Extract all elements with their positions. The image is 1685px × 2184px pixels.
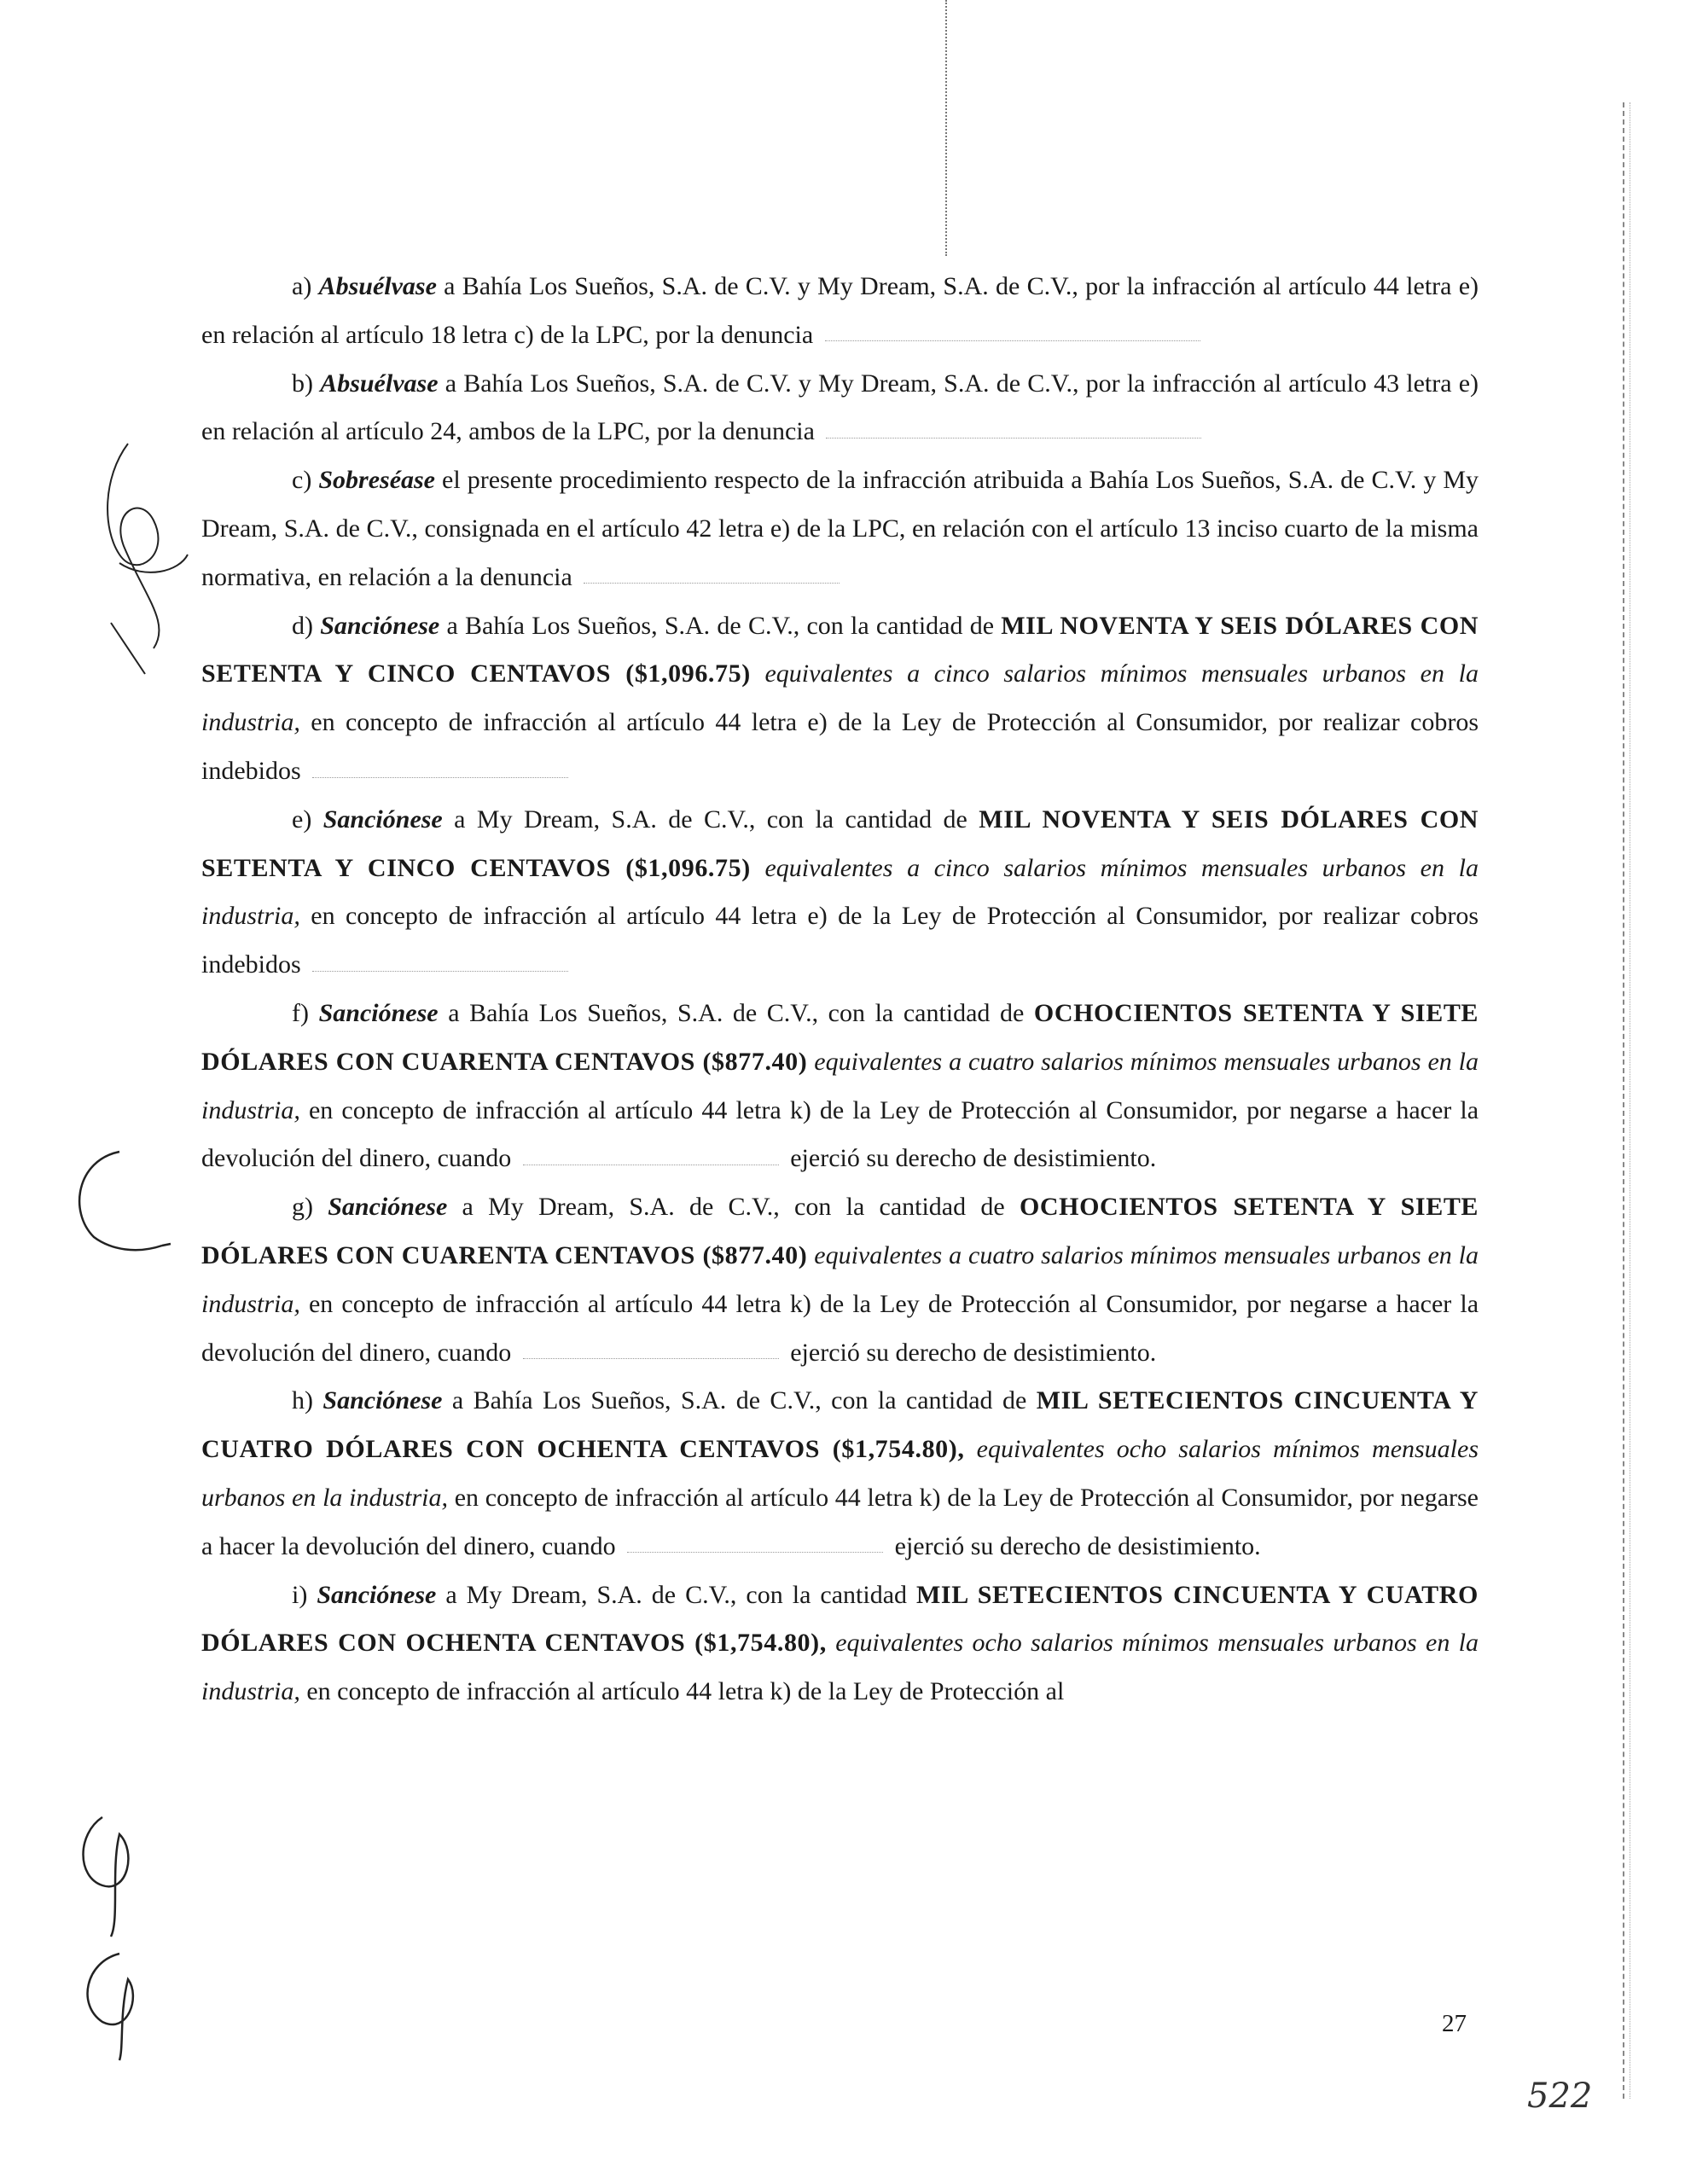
item-text-tail: en concepto de infracción al artículo 44 letra k) de la Ley de Protección al Consumidor, por negarse a hacer la devolución del dinero, cuando bbox=[201, 1095, 1479, 1173]
resolution-body bbox=[201, 263, 1479, 1716]
handwritten-folio-number: 522 bbox=[1527, 2077, 1593, 2116]
redacted-name bbox=[627, 1543, 883, 1553]
signature-mark-middle bbox=[60, 1143, 179, 1263]
fine-equivalence: equivalentes a cuatro salarios mínimos mensuales urbanos en la industria, bbox=[201, 1047, 1479, 1124]
paragraph-b bbox=[201, 360, 1479, 457]
fine-equivalence: equivalentes a cinco salarios mínimos mensuales urbanos en la industria, bbox=[201, 659, 1479, 737]
signature-mark-bottom bbox=[68, 1800, 162, 2073]
item-text: a My Dream, S.A. de C.V., con la cantidad bbox=[445, 1580, 908, 1609]
item-label: a) bbox=[292, 272, 312, 300]
item-keyword: Sanciónese bbox=[317, 1580, 437, 1609]
item-text: a Bahía Los Sueños, S.A. de C.V., con la cantidad de bbox=[451, 1386, 1027, 1415]
fine-amount: OCHOCIENTOS SETENTA Y SIETE DÓLARES CON CUARENTA CENTAVOS ($877.40) bbox=[201, 998, 1479, 1076]
paragraph-a bbox=[201, 263, 1479, 360]
item-text: a Bahía Los Sueños, S.A. de C.V. y My Dream, S.A. de C.V., por la infracción al artículo 43 letra e) en relación al artículo 24, ambos de la LPC, por la denuncia bbox=[201, 369, 1479, 446]
paragraph-f bbox=[201, 990, 1479, 1183]
redacted-name bbox=[523, 1156, 779, 1165]
item-text-tail: en concepto de infracción al artículo 44 letra e) de la Ley de Protección al Consumidor, por realizar cobros indebidos bbox=[201, 902, 1479, 979]
redacted-name bbox=[312, 769, 568, 778]
paragraph-g bbox=[201, 1183, 1479, 1377]
redacted-name bbox=[584, 574, 840, 584]
item-text: a Bahía Los Sueños, S.A. de C.V., con la cantidad de bbox=[448, 998, 1025, 1027]
item-keyword: Absuélvase bbox=[318, 272, 437, 300]
item-text: el presente procedimiento respecto de la infracción atribuida a Bahía Los Sueños, S.A. de C.V. y My Dream, S.A. de C.V., consignada en el artículo 42 letra e) de la LPC, en relación con el artículo 13 inciso cuarto de la misma normativa, en relación a la denuncia bbox=[201, 466, 1479, 591]
item-keyword: Sanciónese bbox=[322, 1386, 443, 1415]
item-text-after: ejerció su derecho de desistimiento. bbox=[790, 1338, 1157, 1367]
item-keyword: Sanciónese bbox=[318, 998, 439, 1027]
item-label: h) bbox=[292, 1386, 313, 1415]
item-text: a Bahía Los Sueños, S.A. de C.V., con la cantidad de bbox=[446, 611, 995, 640]
item-text-after: ejerció su derecho de desistimiento. bbox=[790, 1144, 1157, 1173]
item-text-after: ejerció su derecho de desistimiento. bbox=[894, 1531, 1261, 1560]
page-edge-artifact bbox=[1623, 102, 1630, 2099]
fine-amount: OCHOCIENTOS SETENTA Y SIETE DÓLARES CON CUARENTA CENTAVOS ($877.40) bbox=[201, 1193, 1479, 1269]
scan-artifact-line bbox=[945, 0, 947, 256]
redacted-name bbox=[312, 962, 568, 972]
redacted-name bbox=[826, 429, 1201, 439]
paragraph-e bbox=[201, 796, 1479, 990]
signature-mark-top bbox=[94, 427, 196, 700]
redacted-name bbox=[825, 332, 1200, 341]
item-text: a My Dream, S.A. de C.V., con la cantidad de bbox=[462, 1193, 1005, 1222]
page-number: 27 bbox=[1442, 2010, 1467, 2037]
paragraph-c bbox=[201, 456, 1479, 601]
paragraph-d bbox=[201, 602, 1479, 796]
item-label: e) bbox=[292, 804, 312, 834]
fine-amount: MIL NOVENTA Y SEIS DÓLARES CON SETENTA Y CINCO CENTAVOS ($1,096.75) bbox=[201, 804, 1479, 882]
item-keyword: Sobreséase bbox=[318, 466, 435, 495]
item-label: d) bbox=[292, 611, 313, 640]
fine-equivalence: equivalentes ocho salarios mínimos mensuales urbanos en la industria, bbox=[201, 1629, 1479, 1706]
fine-amount: MIL SETECIENTOS CINCUENTA Y CUATRO DÓLARES CON OCHENTA CENTAVOS ($1,754.80), bbox=[201, 1386, 1479, 1464]
item-text: a Bahía Los Sueños, S.A. de C.V. y My Dream, S.A. de C.V., por la infracción al artículo 44 letra e) en relación al artículo 18 letra c) de la LPC, por la denuncia bbox=[201, 272, 1479, 349]
fine-amount: MIL SETECIENTOS CINCUENTA Y CUATRO DÓLARES CON OCHENTA CENTAVOS ($1,754.80), bbox=[201, 1580, 1479, 1658]
item-label: b) bbox=[292, 369, 313, 398]
paragraph-i bbox=[201, 1571, 1479, 1716]
fine-equivalence: equivalentes a cuatro salarios mínimos mensuales urbanos en la industria, bbox=[201, 1240, 1479, 1318]
item-label: f) bbox=[292, 998, 309, 1027]
item-keyword: Absuélvase bbox=[320, 369, 439, 398]
item-label: c) bbox=[292, 466, 312, 495]
paragraph-h bbox=[201, 1377, 1479, 1571]
item-keyword: Sanciónese bbox=[320, 611, 440, 640]
item-text-tail: en concepto de infracción al artículo 44 letra k) de la Ley de Protección al Consumidor, por negarse a hacer la devolución del dinero, cuando bbox=[201, 1483, 1479, 1560]
item-label: i) bbox=[292, 1580, 308, 1609]
item-text-tail: en concepto de infracción al artículo 44 letra k) de la Ley de Protección al Consumidor, por negarse a hacer la devolución del dinero, cuando bbox=[201, 1289, 1479, 1367]
item-text: a My Dream, S.A. de C.V., con la cantidad de bbox=[454, 804, 967, 834]
fine-equivalence: equivalentes a cinco salarios mínimos mensuales urbanos en la industria, bbox=[201, 853, 1479, 931]
fine-amount: MIL NOVENTA Y SEIS DÓLARES CON SETENTA Y CINCO CENTAVOS ($1,096.75) bbox=[201, 611, 1479, 688]
item-keyword: Sanciónese bbox=[328, 1193, 448, 1222]
item-text-tail: en concepto de infracción al artículo 44 letra e) de la Ley de Protección al Consumidor, por realizar cobros indebidos bbox=[201, 708, 1479, 785]
item-label: g) bbox=[292, 1193, 313, 1222]
redacted-name bbox=[523, 1350, 779, 1359]
item-keyword: Sanciónese bbox=[322, 804, 443, 834]
fine-equivalence: equivalentes ocho salarios mínimos mensuales urbanos en la industria, bbox=[201, 1435, 1479, 1512]
item-text-tail: en concepto de infracción al artículo 44 letra k) de la Ley de Protección al bbox=[306, 1677, 1065, 1706]
